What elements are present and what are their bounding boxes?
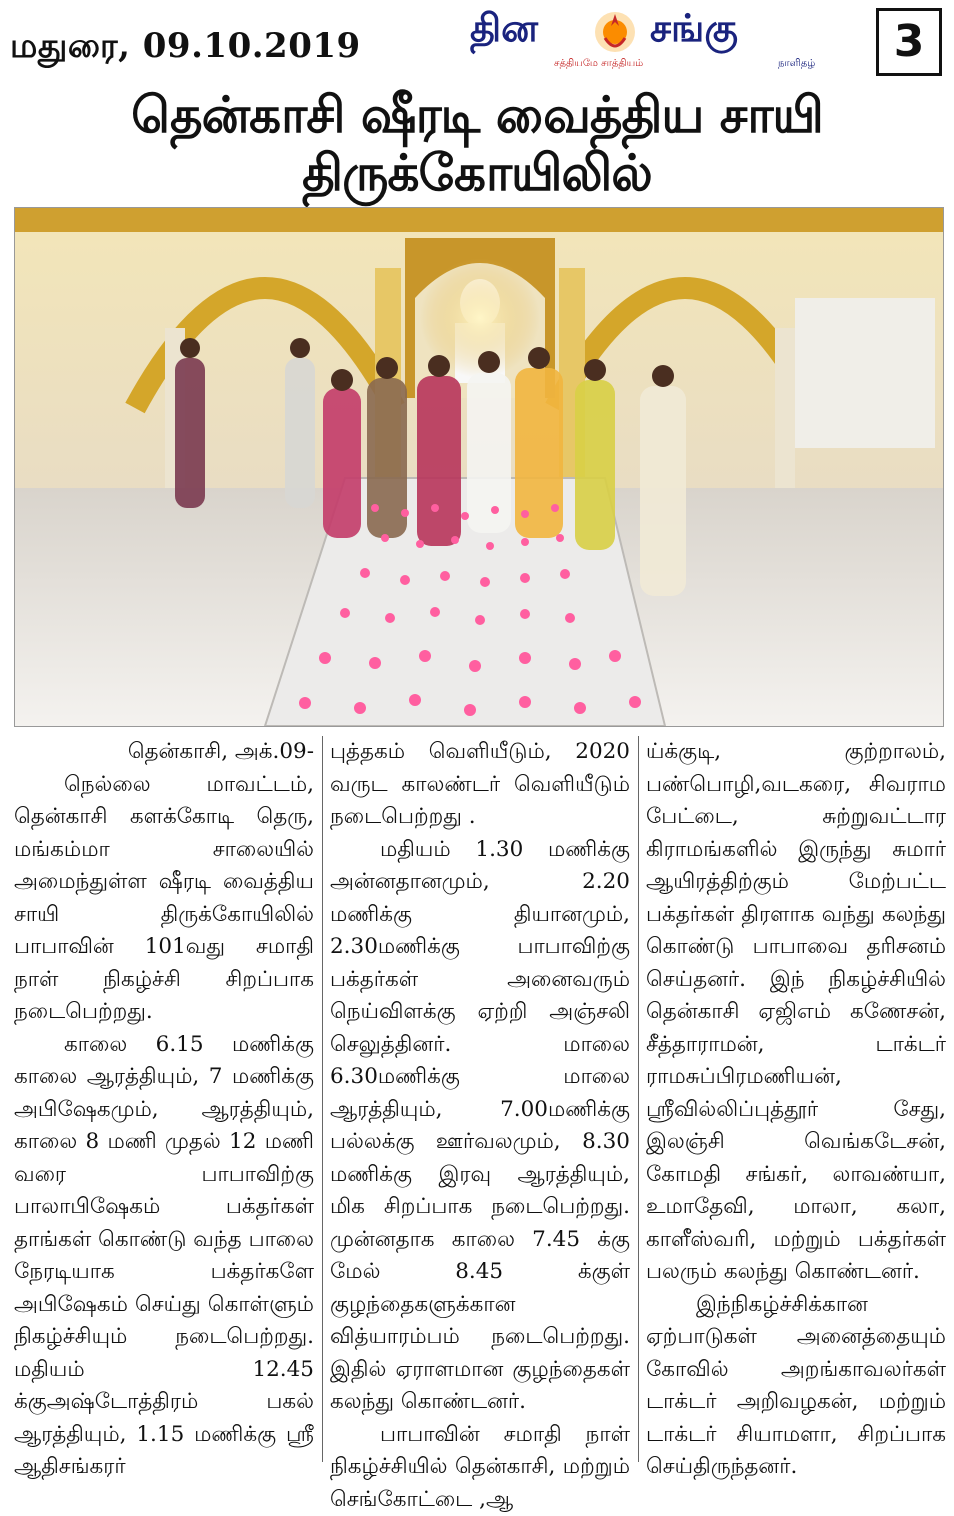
article-body [14, 736, 942, 1466]
column-divider [638, 736, 639, 1462]
article-dateline: தென்காசி, அக்.09- [14, 736, 314, 769]
article-paragraph: காலை 6.15 மணிக்கு காலை ஆரத்தியும், 7 மணிக்கு அபிஷேகமும், ஆரத்தியும், காலை 8 மணி முதல் 12 மணி வரை பாபாவிற்கு பாலாபிஷேகம் பக்தர்கள் தாங்கள் கொண்டு வந்த பாலை நேரடியாக பக்தர்களே அபிஷேகம் செய்து கொள்ளும் நிகழ்ச்சியும் நடைபெற்றது. மதியம் 12.45 க்குஅஷ்டோத்திரம் பகல் ஆரத்தியும், 1.15 மணிக்கு ஸ்ரீ ஆதிசங்கரர் [14, 1029, 314, 1484]
logo-subtitle: நாளிதழ் [778, 58, 815, 70]
column-divider [322, 736, 323, 1462]
logo-tagline: சத்தியமே சாத்தியம் [554, 58, 643, 70]
article-column-1 [14, 736, 314, 1484]
headline-line-1: தென்காசி ஷீரடி வைத்திய சாயி திருக்கோயிலில் [0, 86, 954, 202]
masthead [0, 0, 954, 80]
dateline: மதுரை, 09.10.2019 [10, 26, 361, 70]
conch-emblem-icon [588, 8, 642, 62]
article-column-3 [646, 736, 946, 1484]
temple-lamps-photo-icon [15, 208, 943, 726]
news-photo [14, 207, 944, 727]
newspaper-logo [462, 4, 822, 74]
page-number: 3 [876, 8, 942, 76]
article-paragraph: ய்க்குடி, குற்றாலம், பண்பொழி,வடகரை, சிவராம பேட்டை, சுற்றுவட்டார கிராமங்களில் இருந்து சுமார் ஆயிரத்திற்கும் மேற்பட்ட பக்தர்கள் திரளாக வந்து கலந்து கொண்டு பாபாவை தரிசனம் செய்தனர். இந் நிகழ்ச்சியில் தென்காசி ஏஜிஎம் கணேசன், சீத்தாராமன், டாக்டர் ராமசுப்பிரமணியன், ஸ்ரீவில்லிப்புத்தூர் சேது, இலஞ்சி வெங்கடேசன், கோமதி சங்கர், லாவண்யா, உமாதேவி, மாலா, கலா, காளீஸ்வரி, மற்றும் பக்தர்கள் பலரும் கலந்து கொண்டனர். [646, 736, 946, 1289]
logo-text-left: தின [470, 6, 538, 56]
article-paragraph: பாபாவின் சமாதி நாள் நிகழ்ச்சியில் தென்காசி, மற்றும் செங்கோட்டை ,ஆ [330, 1419, 630, 1516]
logo-text-right: சங்கு [650, 6, 738, 56]
article-paragraph: மதியம் 1.30 மணிக்கு அன்னதானமும், 2.20 மணிக்கு தியானமும், 2.30மணிக்கு பாபாவிற்கு பக்தர்கள் அனைவரும் நெய்விளக்கு ஏற்றி அஞ்சலி செலுத்தினர். மாலை 6.30மணிக்கு மாலை ஆரத்தியும், 7.00மணிக்கு பல்லக்கு ஊர்வலமும், 8.30 மணிக்கு இரவு ஆரத்தியும், மிக சிறப்பாக நடைபெற்றது. முன்னதாக காலை 7.45 க்கு மேல் 8.45 க்குள் குழந்தைகளுக்கான வித்யாரம்பம் நடைபெற்றது. இதில் ஏராளமான குழந்தைகள் கலந்து கொண்டனர். [330, 834, 630, 1419]
article-column-2 [330, 736, 630, 1516]
article-paragraph: இந்நிகழ்ச்சிக்கான ஏற்பாடுகள் அனைத்தையும் கோவில் அறங்காவலர்கள் டாக்டர் அறிவழகன், மற்றும் டாக்டர் சியாமளா, சிறப்பாக செய்திருந்தனர். [646, 1289, 946, 1484]
article-paragraph: புத்தகம் வெளியீடும், 2020 வருட காலண்டர் வெளியீடும் நடைபெற்றது . [330, 736, 630, 834]
article-paragraph: நெல்லை மாவட்டம், தென்காசி களக்கோடி தெரு, மங்கம்மா சாலையில் அமைந்துள்ள ஷீரடி வைத்திய சாயி திருக்கோயிலில் பாபாவின் 101வது சமாதி நாள் நிகழ்ச்சி சிறப்பாக நடைபெற்றது. [14, 769, 314, 1029]
